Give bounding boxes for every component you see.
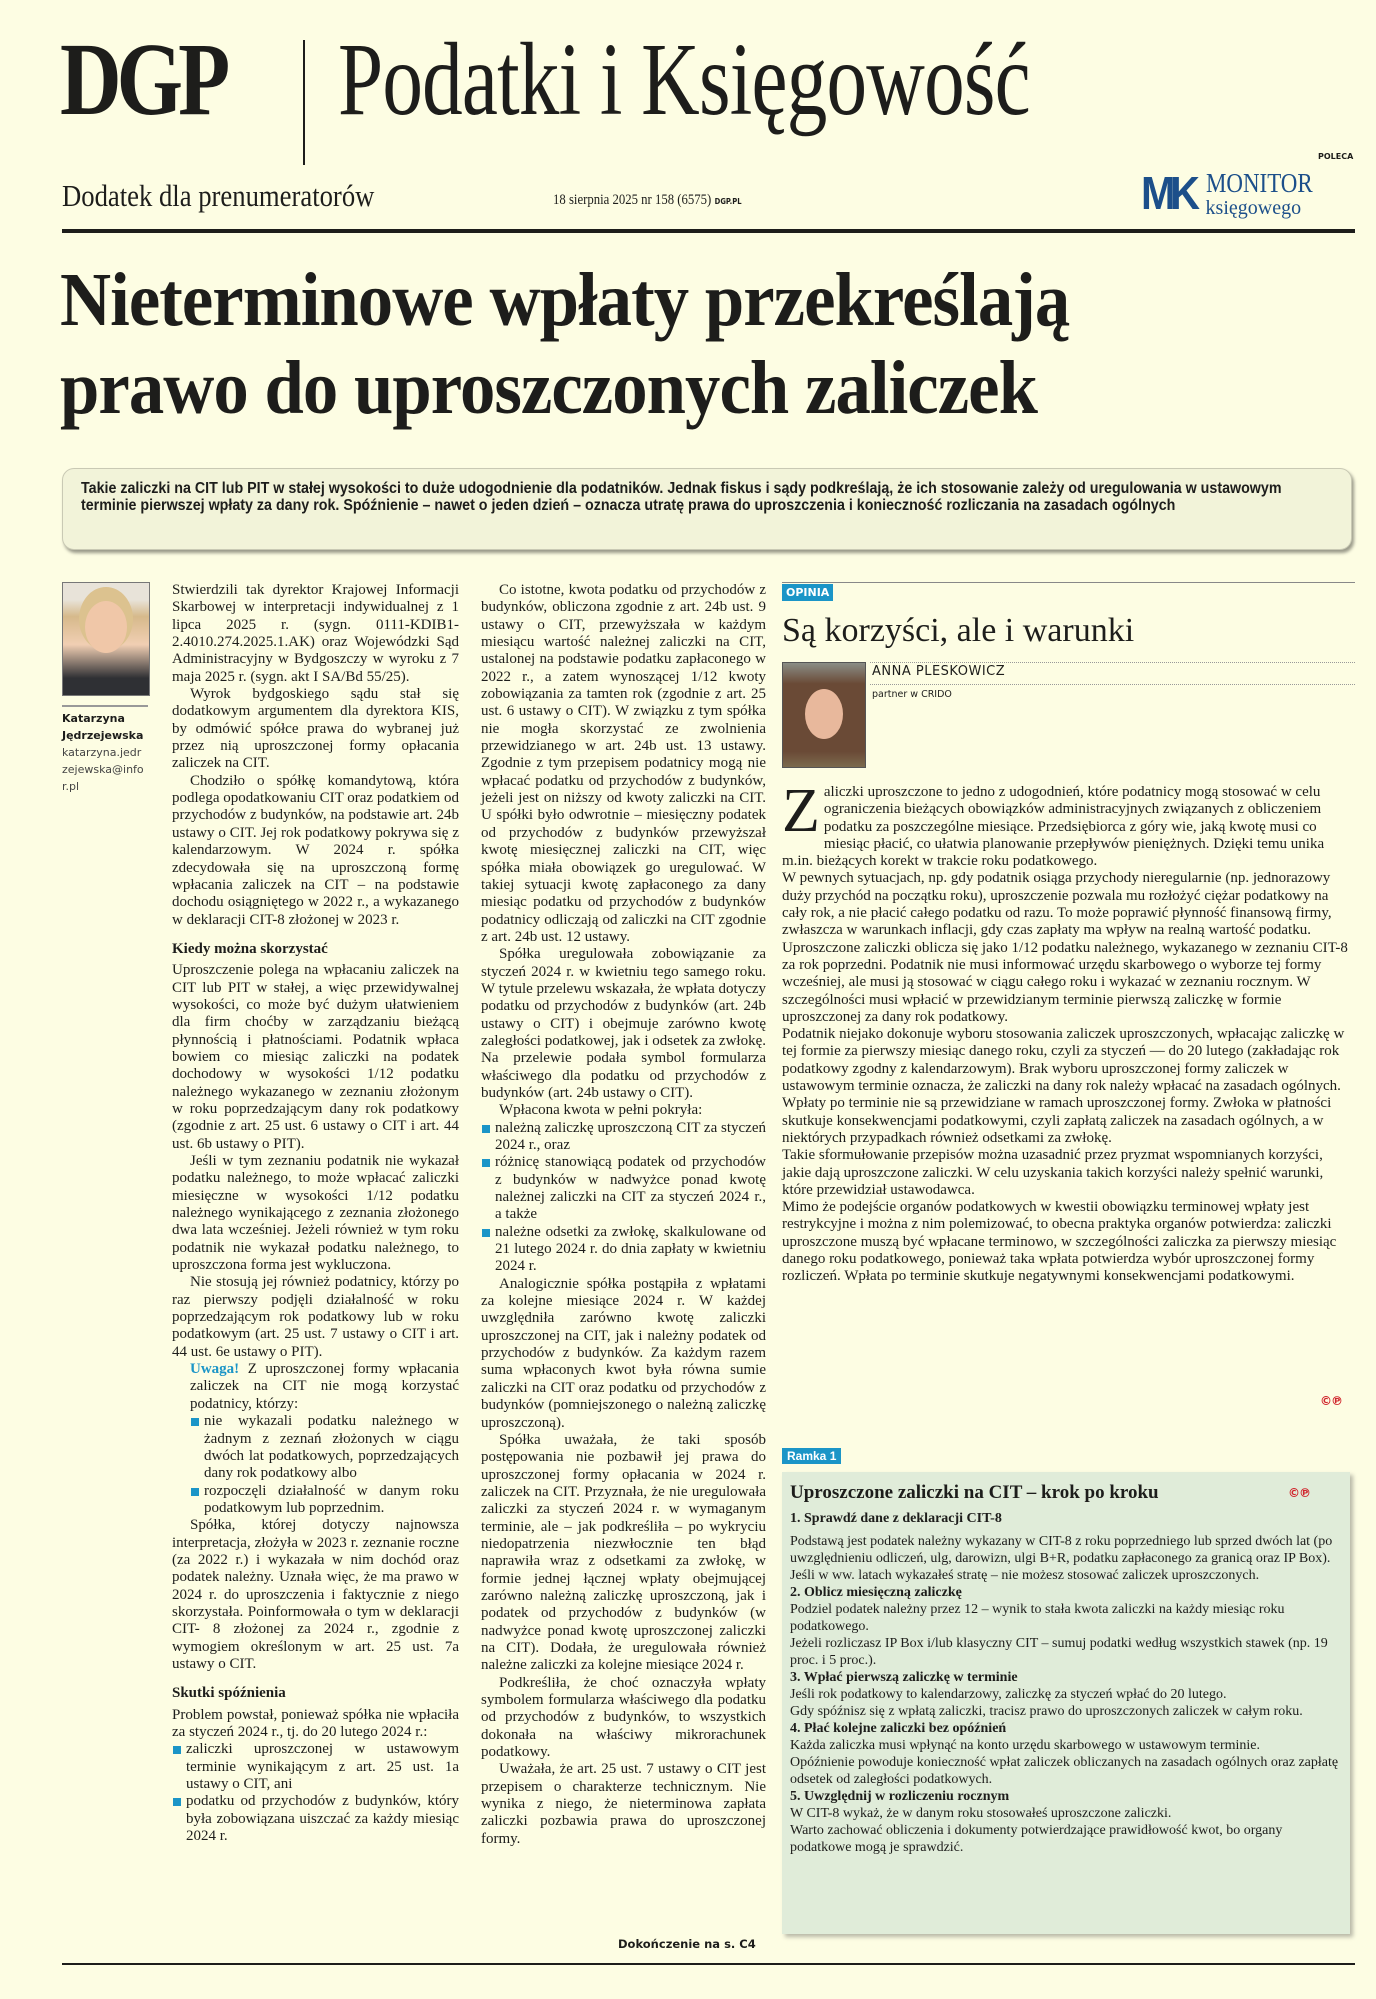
headline-line-2: prawo do uproszczonych zaliczek: [60, 346, 1037, 430]
article-paragraph: Analogicznie spółka postąpiła z wpłatami za kolejne miesiące 2024 r. W każdej uwzględniła zarówno kwotę zaliczki uproszczonej na CIT, jak i należny podatek od przychodów z budynków. Za każdym razem suma wpłaconych kwot była równa sumie zaliczki na CIT oraz podatku od przychodów z budynków (pomniejszonego o należną zaliczkę uproszczoną).: [481, 1275, 766, 1431]
article-paragraph: Problem powstał, ponieważ spółka nie wpłaciła za styczeń 2024 r., tj. do 20 lutego 2024 r.:: [172, 1706, 459, 1740]
drop-cap: Z: [782, 777, 820, 845]
step-text: Podstawą jest podatek należny wykazany w CIT-8 z roku poprzedniego lub sprzed dwóch lat (po uwzględnieniu odliczeń, ulg, darowizn, ulgi B+R, podatku zapłaconego za granicą oraz IP Box).: [790, 1534, 1333, 1566]
article-headline: [60, 256, 1320, 432]
opinion-title: Są korzyści, ale i warunki: [782, 612, 1135, 649]
article-column-2: [481, 582, 766, 1848]
continued-link[interactable]: Dokończenie na s. C4: [618, 1937, 756, 1951]
issue-info: [553, 192, 742, 209]
divider: [870, 662, 1355, 663]
site-link[interactable]: DGP.PL: [714, 197, 742, 206]
opinion-paragraph: Wpłaty po terminie nie są przewidziane w ramach uproszczonej formy. Zwłoka w płatności skutkuje konsekwencjami podatkowymi, czyli zapłatą zaliczek na zasadach ogólnych, a w niektórych przypadkach również odsetkami za zwłokę.: [782, 1095, 1332, 1146]
article-paragraph: Uważała, że art. 25 ust. 7 ustawy o CIT jest przepisem o charakterze technicznym. Nie wynika z niego, że nieterminowa zapłata zaliczki pozbawia prawa do uproszczonej formy.: [481, 1761, 766, 1847]
list-item: zaliczki uproszczonej w ustawowym terminie wynikającym z art. 25 ust. 1a ustawy o CIT, ani: [172, 1741, 459, 1793]
note-text: Z uproszczonej formy wpłacania zaliczek na CIT nie mogą korzystać podatnicy, którzy:: [190, 1361, 459, 1412]
partner-label: POLECA: [1318, 152, 1354, 161]
author-first-name: Katarzyna: [62, 712, 125, 725]
step-text: Warto zachować obliczenia i dokumenty potwierdzające prawidłowość kwot, bo organy podatkowe mogą je sprawdzić.: [790, 1823, 1283, 1855]
opinion-paragraph: Podatnik niejako dokonuje wyboru stosowania zaliczek uproszczonych, wpłacając zaliczkę w tej formie za pierwszy miesiąc danego roku, czyli za styczeń — do 20 lutego (zakładając rok podatkowy zgodny z kalendarzowym). Brak wyboru uproszczonej formy zaliczek w ustawowym terminie oznacza, że zaliczki na dany rok należy wpłacać na zasadach ogólnych.: [782, 1026, 1345, 1095]
step-heading: 2. Oblicz miesięczną zaliczkę: [790, 1585, 962, 1600]
box-step: [790, 1669, 1342, 1720]
article-paragraph: Spółka uregulowała zobowiązanie za styczeń 2024 r. w kwietniu tego samego roku. W tytule przelewu wskazała, że wpłata dotyczy podatku od przychodów z budynków (art. 24b ustawy o CIT) i obejmuje zarówno kwotę zaległości podatkowej, jak i odsetek za zwłokę. Na przelewie podała symbol formularza właściwego dla podatku od przychodów z budynków (art. 24b ustawy o CIT).: [481, 946, 767, 1101]
section-title: Podatki i Księgowość: [338, 22, 1030, 137]
article-paragraph: Nie stosują jej również podatnicy, którzy po raz pierwszy podjęli działalność w roku poprzedzającym rok podatkowy lub w roku podatkowym (art. 25 ust. 7 ustawy o CIT i art. 44 ust. 6e ustawy o PIT).: [172, 1274, 459, 1360]
opinion-body: [782, 777, 1352, 1286]
article-paragraph: Wyrok bydgoskiego sądu stał się dodatkowym argumentem dla dyrektora KIS, by odmówić spółce prawa do wybranej już przez nią uproszczonej formy opłacania zaliczek na CIT.: [172, 686, 459, 772]
author-email[interactable]: katarzyna.jedrzejewska@infor.pl: [62, 746, 144, 793]
list-item: podatku od przychodów z budynków, który była zobowiązana uiszczać za każdy miesiąc 2024 r.: [172, 1793, 459, 1845]
step-text: Jeśli w ww. latach wykazałeś stratę – nie możesz stosować zaliczek uproszczonych.: [790, 1568, 1260, 1583]
page-bottom-rule: [62, 1963, 1355, 1965]
masthead-rule: [62, 229, 1355, 233]
subheading: Kiedy można skorzystać: [172, 940, 328, 957]
step-text: Jeśli rok podatkowy to kalendarzowy, zaliczkę za styczeń wpłać do 20 lutego.: [790, 1687, 1227, 1702]
list-item: różnicę stanowiącą podatek od przychodów z budynków w nadwyżce ponad kwotę należnej zaliczki na CIT za styczeń 2024 r., a także: [481, 1154, 766, 1223]
box-title: Uproszczone zaliczki na CIT – krok po kroku: [790, 1482, 1159, 1503]
article-column-1: [172, 582, 459, 1845]
list-item: rozpoczęli działalność w danym roku podatkowym lub poprzednim.: [190, 1483, 459, 1518]
lead-text: Takie zaliczki na CIT lub PIT w stałej wysokości to duże udogodnienie dla podatników. Jednak fiskus i sądy podkreślają, że ich stosowanie zależy od uregulowania w ustawowym terminie pierwszej wpłaty za dany rok. Spóźnienie – nawet o jeden dzień – oznacza utratę prawa do uproszczenia i konieczność rozliczania na zasadach ogólnych: [81, 480, 1282, 514]
article-paragraph: Jeśli w tym zeznaniu podatnik nie wykazał podatku należnego, to może wpłacać zaliczki miesięczne w wysokości 1/12 podatku należnego wynikającego z zeznania złożonego dwa lata wcześniej. Jeżeli również w tym roku podatnik nie wykazał podatku należnego, to uproszczona forma jest wykluczona.: [172, 1153, 459, 1274]
step-text: Podziel podatek należny przez 12 – wynik to stała kwota zaliczki na każdy miesiąc roku podatkowego.: [790, 1602, 1285, 1634]
article-paragraph: Chodziło o spółkę komandytową, która podlega opodatkowaniu CIT oraz podatkiem od przychodów z budynków, na podstawie art. 24b ustawy o CIT. Jej rok podatkowy pokrywa się z kalendarzowym. W 2024 r. spółka zdecydowała się na uproszczoną formę wpłacania zaliczek na CIT – na podstawie dochodu osiągniętego w 2022 r., a wykazanego w deklaracji CIT-8 złożonej w 2023 r.: [172, 772, 459, 928]
opinion-paragraph: W pewnych sytuacjach, np. gdy podatnik osiąga przychody nieregularnie (np. jednorazowy duży przychód na początku roku), uproszczenie pozwala mu rozłożyć ciężar podatkowy na cały rok, a nie płacić całego podatku od razu. To może poprawić płynność finansową firmy, zwłaszcza w warunkach inflacji, gdy czas zapłaty ma wpływ na realną wartość podatku.: [782, 870, 1332, 939]
article-paragraph: Podkreśliła, że choć oznaczyła wpłaty symbolem formularza właściwego dla podatku od przychodów z budynków, to wszystkich dokonała na właściwy mikrorachunek podatkowy.: [481, 1674, 766, 1761]
issue-date: 18 sierpnia 2025 nr 158 (6575): [553, 192, 712, 208]
subheading: Skutki spóźnienia: [172, 1685, 286, 1702]
opinion-paragraph: aliczki uproszczone to jedno z udogodnień, które podatnicy mogą stosować w celu ograniczenia bieżących obowiązków administracyjnych związanych z obliczeniem podatku za poszczególne miesiące. Przedsiębiorca z góry wie, jaką kwotę musi co miesiąc płacić, co ułatwia planowanie przepływów pieniężnych. Dzięki temu unika m.in. bieżących korekt w trakcie roku podatkowego.: [782, 784, 1325, 870]
box-step: [790, 1584, 1342, 1669]
list-item: nie wykazali podatku należnego w żadnym z zeznań złożonych w ciągu dwóch lat podatkowych, poprzedzających dany rok podatkowy albo: [190, 1413, 459, 1482]
partner-logo-line2: księgowego: [1205, 197, 1302, 219]
step-text: W CIT-8 wykaż, że w danym roku stosowałeś uproszczone zaliczki.: [790, 1806, 1172, 1821]
brand-logo: DGP: [60, 22, 226, 137]
opinion-tag: OPINIA: [782, 584, 833, 601]
article-paragraph: Wpłacona kwota w pełni pokryła:: [499, 1102, 703, 1119]
article-paragraph: Uproszczenie polega na wpłacaniu zaliczek na CIT lub PIT w stałej, a więc przewidywalnej wysokości, co może być dużym ułatwieniem dla firm choćby w zarządzaniu bieżącą płynnością i płatnościami. Podatnik wpłaca bowiem co miesiąc zaliczki na podatek dochodowy w wysokości 1/12 podatku należnego wykazanego w zeznaniu złożonym w roku poprzedzającym dany rok podatkowy (zgodnie z art. 25 ust. 6 ustawy o CIT i art. 44 ust. 6b ustawy o PIT).: [172, 962, 459, 1152]
masthead-divider: [303, 40, 305, 165]
opinion-author-photo: [782, 662, 866, 768]
copyright-icon: ©℗: [1288, 1486, 1310, 1500]
list-item: należne odsetki za zwłokę, skalkulowane od 21 lutego 2024 r. do dnia zapłaty w kwietniu 2024 r.: [481, 1224, 766, 1276]
step-heading: 1. Sprawdź dane z deklaracji CIT-8: [790, 1511, 1002, 1526]
article-paragraph: Spółka uważała, że taki sposób postępowania nie pozbawił jej prawa do uproszczonej formy opłacania w 2024 r. zaliczek na CIT. Przyznała, że nie uregulowała zaliczki za styczeń 2024 r. w wymaganym terminie, ale – jak podkreśliła – po wykryciu niedopatrzenia niezwłocznie ten błąd naprawiła wraz z odsetkami za zwłokę, w formie jednej łącznej wpłaty obejmującej zarówno należną zaliczkę uproszczoną, jak i podatek od przychodów z budynków (w nadwyżce ponad kwotę uproszczonej zaliczki na CIT). Dodała, że uregulowała również należne zaliczki za kolejne miesiące 2024 r.: [481, 1431, 766, 1674]
step-heading: 3. Wpłać pierwszą zaliczkę w terminie: [790, 1670, 1018, 1685]
opinion-paragraph: Uproszczone zaliczki oblicza się jako 1/12 podatku należnego, wykazanego w zeznaniu CIT-8 za rok poprzedni. Podatnik nie musi informować urzędu skarbowego o wyborze tej formy wcześniej, ale musi ją stosować w ciągu całego roku i wykazać w zeznaniu rocznym. W szczególności musi wpłacić w przewidzianym terminie pierwszą zaliczkę w formie uproszczonej za dany rok podatkowy.: [782, 939, 1348, 1025]
article-paragraph: Stwierdzili tak dyrektor Krajowej Informacji Skarbowej w interpretacji indywidualnej z 1 lipca 2025 r. (sygn. 0111-KDIB1-2.4010.274.2025.1.AK) oraz Wojewódzki Sąd Administracyjny w Bydgoszczy w wyroku z 7 maja 2025 r. (sygn. akt I SA/Bd 55/25).: [172, 582, 459, 685]
box-step: [790, 1788, 1342, 1856]
opinion-paragraph: Mimo że podejście organów podatkowych w kwestii obowiązku terminowej wpłaty jest restrykcyjne i można z nim polemizować, to obecna praktyka organów potwierdza: zaliczki uproszczone muszą być wpłacane terminowo, w szczególności zaliczka za pierwszy miesiąc danego roku podatkowego, ponieważ taka wpłata potwierdza wybór uproszczonej formy rozliczeń. Wpłata po terminie skutkuje negatywnymi konsekwencjami podatkowymi.: [782, 1199, 1337, 1285]
supplement-label: Dodatek dla prenumeratorów: [62, 178, 375, 213]
note-block: [172, 1361, 459, 1517]
partner-logo-mark: MK: [1140, 167, 1195, 219]
box-tag: Ramka 1: [782, 1448, 841, 1464]
author-last-name: Jędrzejewska: [62, 729, 144, 742]
article-paragraph: Co istotne, kwota podatku od przychodów z budynków, obliczona zgodnie z art. 24b ust. 9 ustawy o CIT, przewyższała w każdym miesiącu wartość należnej zaliczki na CIT, ustalonej na podstawie podatku zapłaconego w 2022 r., a zatem wynoszącej 1/12 kwoty zobowiązania za tamten rok (zgodnie z art. 25 ust. 6 ustawy o CIT). W związku z tym spółka nie mogła skorzystać ze zwolnienia przewidzianego w art. 24b ust. 13 ustawy. Zgodnie z tym przepisem podatnicy mogą nie wpłacać podatku od przychodów z budynków, jeżeli jest on niższy od kwoty zaliczki na CIT. U spółki było odwrotnie – miesięczny podatek od przychodów z budynków przewyższał kwotę miesięcznej zaliczki na CIT, więc spółka miała obowiązek go uregulować. W takiej sytuacji kwotę zapłaconego za dany miesiąc podatku od przychodów z budynków podatnicy odliczają od zaliczki na CIT zgodnie z art. 24b ust. 12 ustawy.: [481, 582, 766, 945]
step-text: Jeżeli rozliczasz IP Box i/lub klasyczny CIT – sumuj podatki według wszystkich stawek (np. 19 proc. i 5 proc.).: [790, 1636, 1328, 1668]
opinion-rule: [782, 582, 1355, 583]
divider: [870, 684, 1355, 685]
step-heading: 4. Płać kolejne zaliczki bez opóźnień: [790, 1721, 1007, 1736]
opinion-author-name: ANNA PLESKOWICZ: [872, 664, 1006, 679]
step-heading: 5. Uwzględnij w rozliczeniu rocznym: [790, 1789, 1010, 1804]
partner-logo-line1: MONITOR: [1205, 168, 1313, 198]
step-text: Każda zaliczka musi wpłynąć na konto urzędu skarbowego w ustawowym terminie.: [790, 1738, 1261, 1753]
opinion-author-role: partner w CRIDO: [872, 689, 952, 700]
list-item: należną zaliczkę uproszczoną CIT za styczeń 2024 r., oraz: [481, 1120, 766, 1155]
author-photo: [62, 582, 150, 696]
opinion-paragraph: Takie sformułowanie przepisów można uzasadnić przez pryzmat wspomnianych korzyści, jakie dają uproszczone zaliczki. W celu uzyskania takich korzyści należy spełnić warunki, które przewidział ustawodawca.: [782, 1147, 1324, 1198]
article-paragraph: Spółka, której dotyczy najnowsza interpretacja, złożyła w 2023 r. zeznanie roczne (za 2022 r.) i wykazała w nim dochód oraz podatek należny. Uznała więc, że ma prawo w 2024 r. do uproszczenia i faktycznie z niego skorzystała. Poinformowała o tym w deklaracji CIT- 8 złożonej za 2024 r., zgodnie z wymogiem określonym w art. 25 ust. 7a ustawy o CIT.: [172, 1517, 459, 1672]
step-text: Opóźnienie powoduje konieczność wpłat zaliczek obliczanych na zasadach ogólnych oraz zapłatę odsetek od zaległości podatkowych.: [790, 1755, 1339, 1787]
lead-box: [62, 468, 1352, 550]
author-divider: [62, 705, 148, 707]
step-text: Gdy spóźnisz się z wpłatą zaliczki, tracisz prawo do uproszczonych zaliczek w całym roku.: [790, 1704, 1303, 1719]
info-box: [782, 1472, 1350, 1934]
box-step: [790, 1720, 1342, 1788]
copyright-icon: ©℗: [1320, 1394, 1342, 1408]
note-label: Uwaga!: [190, 1361, 240, 1378]
box-step: [790, 1510, 1342, 1584]
author-byline: [62, 710, 162, 795]
headline-line-1: Nieterminowe wpłaty przekreślają: [60, 258, 1070, 342]
partner-logo: [1138, 167, 1331, 219]
